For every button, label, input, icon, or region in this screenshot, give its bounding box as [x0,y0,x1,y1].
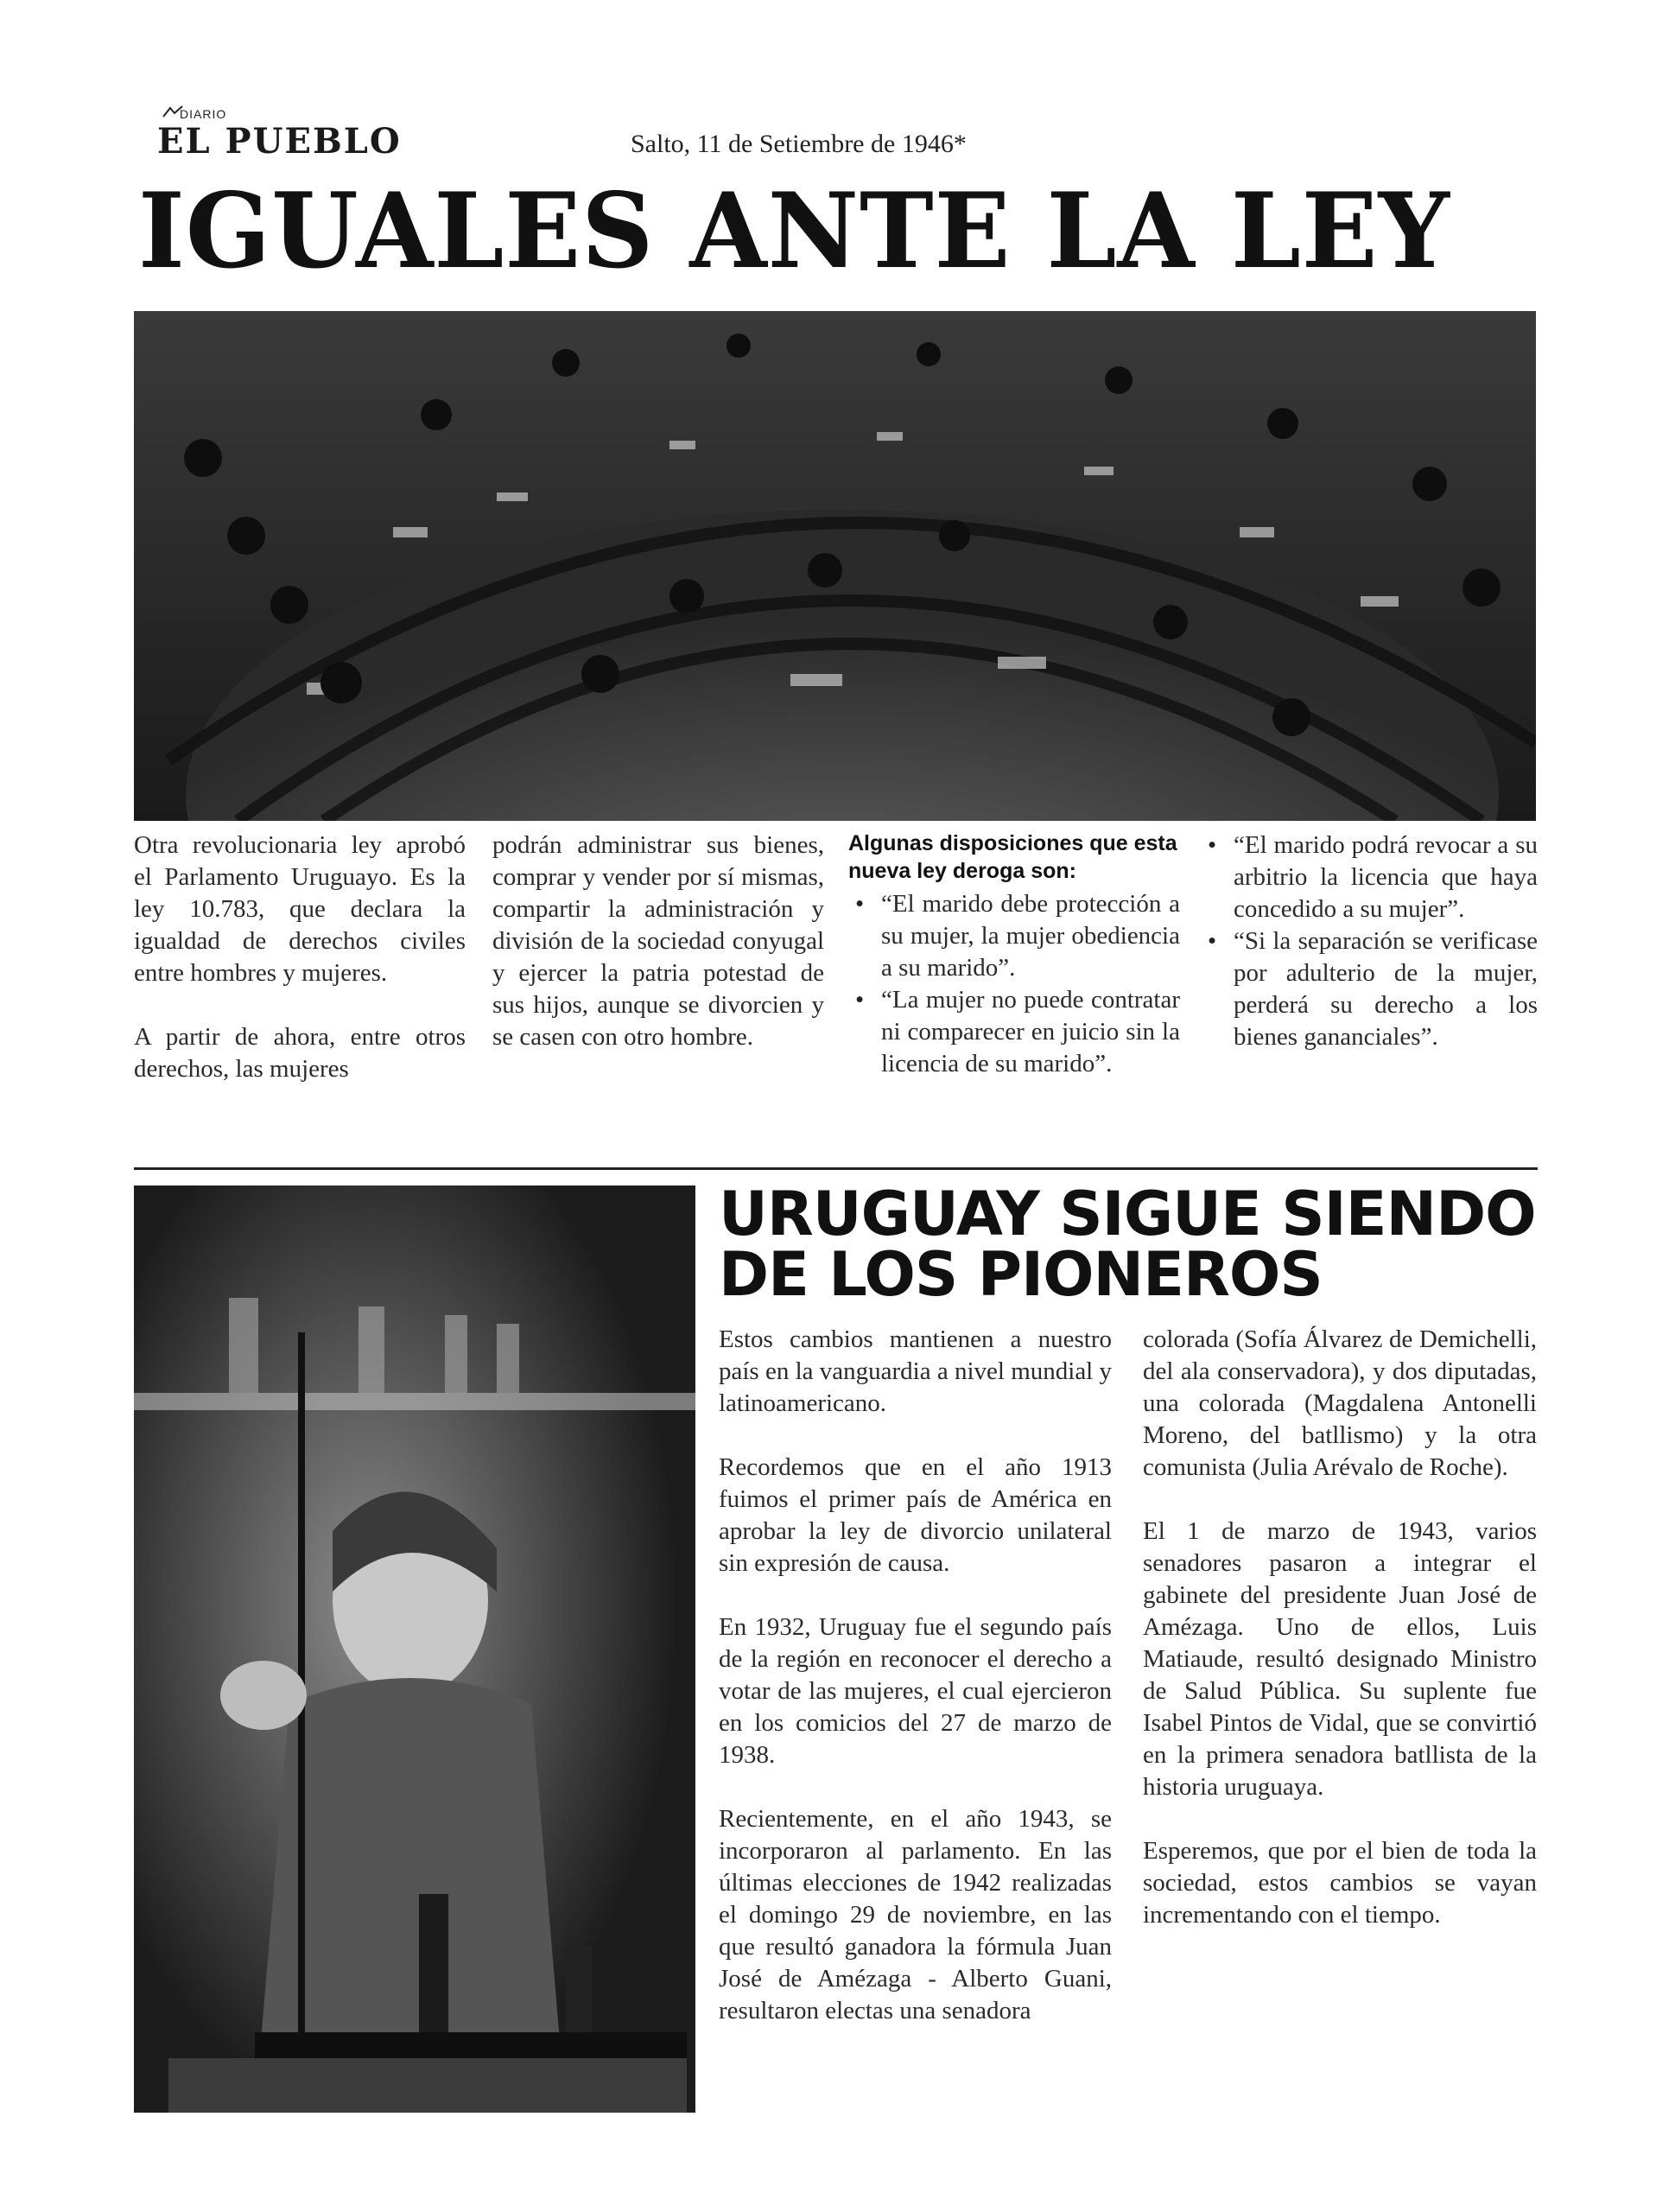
provision-item: • “Si la separación se verificase por adulterio de la mujer, perderá su derecho a los bienes gananciales”. [1201,925,1538,1053]
article2-paragraph: En 1932, Uruguay fue el segundo país de la región en reconocer el derecho a votar de las mujeres, el cual ejercieron en los comicios del 27 de marzo de 1938. [719,1613,1112,1769]
section-divider [134,1167,1538,1170]
article2-paragraph: Esperemos, que por el bien de toda la sociedad, estos cambios se vayan incrementando con el tiempo. [1143,1837,1537,1929]
article2-paragraph: Estos cambios mantienen a nuestro país en la vanguardia a nivel mundial y latinoamericano. [719,1325,1112,1417]
article1-column-1 [134,830,466,1085]
provisions-title: Algunas disposiciones que esta nueva ley deroga son: [848,831,1177,883]
article2-paragraph: colorada (Sofía Álvarez de Demichelli, del ala conservadora), y dos diputadas, una colorada (Magdalena Antonelli Moreno, del batllismo) y la otra comunista (Julia Arévalo de Roche). [1143,1325,1537,1481]
article1-paragraph: A partir de ahora, entre otros derechos, las mujeres [134,1023,466,1083]
article1-paragraph: Otra revolucionaria ley aprobó el Parlamento Uruguayo. Es la ley 10.783, que declara la igualdad de derechos civiles entre hombres y mujeres. [134,831,466,987]
article1-paragraph: podrán administrar sus bienes, comprar y vender por sí mismas, compartir la administración y división de la sociedad conyugal y ejercer la patria potestad de sus hijos, aunque se divorcien y se casen con otro hombre. [492,831,824,1051]
laboratory-photo [134,1185,695,2113]
parliament-photo [134,311,1536,821]
article2-paragraph: El 1 de marzo de 1943, varios senadores pasaron a integrar el gabinete del presidente Juan José de Amézaga. Uno de ellos, Luis Matiaude, resultó designado Ministro de Salud Pública. Su suplente fue Isabel Pintos de Vidal, que se convirtió en la primera senadora batllista de la historia uruguaya. [1143,1517,1537,1801]
logo-brand-text: EL PUEBLO [157,121,402,162]
provisions-list [848,888,1180,1080]
provisions-list-continued [1201,830,1538,1053]
provision-item: • “El marido debe protección a su mujer, la mujer obediencia a su marido”. [848,888,1180,984]
article1-column-2 [492,830,824,1053]
article2-title: URUGUAY SIGUE SIENDO DE LOS PIONEROS [719,1179,1536,1310]
provisions-box [848,830,1180,1080]
logo-small-text: DIARIO [180,107,227,121]
article2-column-2 [1143,1324,1537,1931]
provision-item: • “La mujer no puede contratar ni comparecer en juicio sin la licencia de su marido”. [848,984,1180,1080]
newspaper-logo [157,104,402,164]
main-headline: IGUALES ANTE LA LEY [138,170,1450,292]
article2-column-1 [719,1324,1112,2027]
article2-paragraph: Recordemos que en el año 1913 fuimos el primer país de América en aprobar la ley de divorcio unilateral sin expresión de causa. [719,1453,1112,1577]
provisions-continued [1201,830,1538,1053]
article2-paragraph: Recientemente, en el año 1943, se incorporaron al parlamento. En las últimas elecciones de 1942 realizadas el domingo 29 de noviembre, en las que resultó ganadora la fórmula Juan José de Amézaga - Alberto Guani, resultaron electas una senadora [719,1805,1112,2024]
dateline: Salto, 11 de Setiembre de 1946* [631,130,967,158]
provision-item: • “El marido podrá revocar a su arbitrio la licencia que haya concedido a su mujer”. [1201,830,1538,925]
